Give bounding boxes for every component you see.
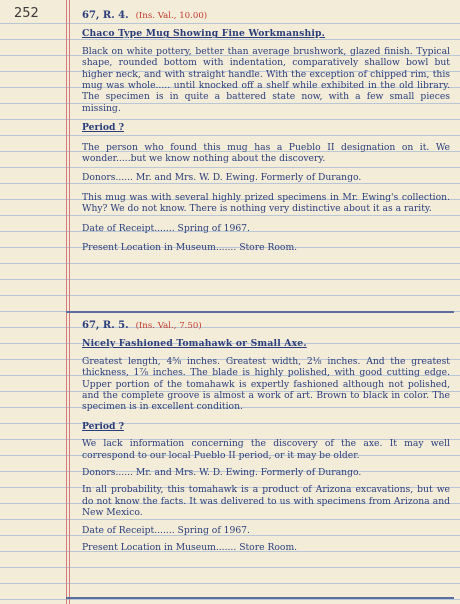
page-number: 252 — [14, 6, 39, 21]
entry-description: Black on white pottery, better than average brushwork, glazed finish. Typical shape, rounded bottom with indentation, comparatively shallow bowl but higher neck, and with straight handle. With the exception of chipped rim, this mug was whole..... until knocked off a shelf while exhibited in the old library. The specimen is in quite a battered state now, with a few small pieces missing. — [82, 45, 450, 114]
location-line: Present Location in Museum....... Store Room. — [82, 542, 298, 554]
receipt-line: Date of Receipt....... Spring of 1967. — [82, 222, 250, 234]
period-label: Period ? — [82, 420, 124, 432]
entry-note: This mug was with several highly prized specimens in Mr. Ewing's collection. Why? We do not know. There is nothing very distinctive about it as a rarity. — [82, 191, 450, 215]
margin-line — [69, 0, 70, 604]
bottom-rule — [66, 597, 454, 599]
catalog-number: 67, R. 4. — [82, 10, 129, 21]
insurance-value: (Ins. Val., 10.00) — [135, 11, 208, 21]
catalog-number: 67, R. 5. — [82, 320, 129, 331]
entry-title: Chaco Type Mug Showing Fine Workmanship. — [82, 28, 326, 40]
receipt-line: Date of Receipt....... Spring of 1967. — [82, 524, 250, 536]
entry-1 — [82, 10, 450, 254]
location-line: Present Location in Museum....... Store Room. — [82, 242, 298, 254]
entry-divider — [66, 311, 454, 313]
entry-description: Greatest length, 4⅝ inches. Greatest width, 2⅛ inches. And the greatest thickness, 1⅞ inches. The blade is highly polished, with good cutting edge. Upper portion of the tomahawk is expertly fashioned although not polished, and the complete groove is almost a work of art. Brown to black in color. The specimen is in excellent condition. — [82, 355, 450, 413]
entry-title: Nicely Fashioned Tomahawk or Small Axe. — [82, 338, 307, 350]
entry-2-header — [82, 320, 450, 332]
period-text: We lack information concerning the discovery of the axe. It may well correspond to our local Pueblo II period, or it may be older. — [82, 438, 450, 461]
entry-2 — [82, 320, 450, 554]
entry-note: In all probability, this tomahawk is a product of Arizona excavations, but we do not know the facts. It was delivered to us with specimens from Arizona and New Mexico. — [82, 484, 450, 519]
donors-line: Donors...... Mr. and Mrs. W. D. Ewing. Formerly of Durango. — [82, 172, 362, 184]
period-text: The person who found this mug has a Pueblo II designation on it. We wonder.....but we know nothing about the discovery. — [82, 141, 450, 165]
entry-1-header — [82, 10, 450, 22]
insurance-value: (Ins. Val., 7.50) — [135, 321, 202, 331]
period-label: Period ? — [82, 122, 124, 134]
margin-line — [66, 0, 67, 604]
donors-line: Donors...... Mr. and Mrs. W. D. Ewing. Formerly of Durango. — [82, 467, 362, 479]
